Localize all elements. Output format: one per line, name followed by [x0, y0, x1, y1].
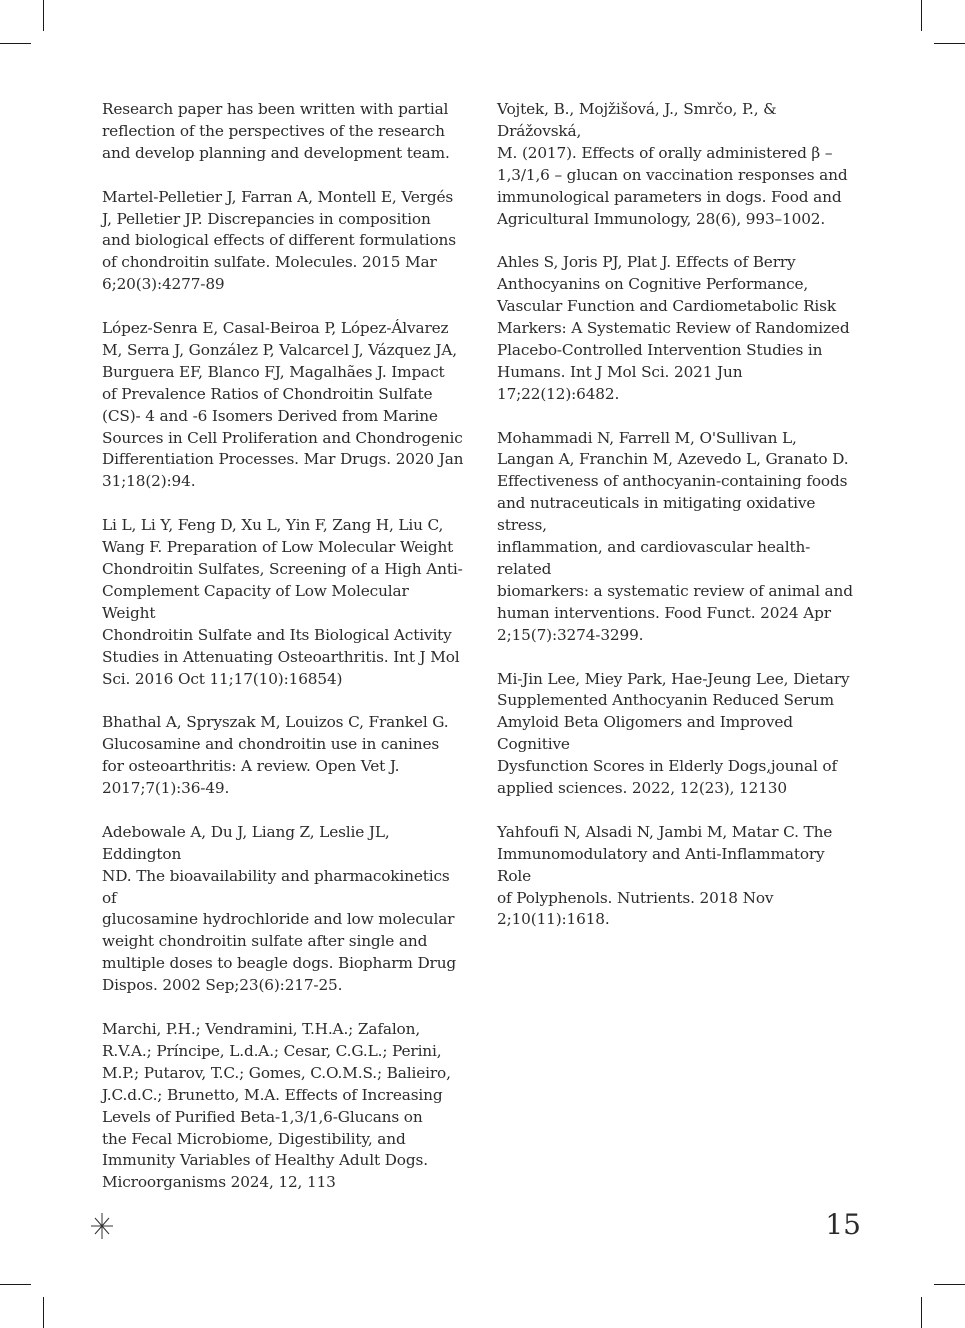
references-right-column: [497, 99, 859, 953]
sparkle-star-icon: [91, 1213, 113, 1239]
reference-entry: Ahles S, Joris PJ, Plat J. Effects of Berry Anthocyanins on Cognitive Performance, Vascular Function and Cardiometabolic Risk Markers: A Systematic Review of Randomized Placebo-Controlled Intervention Studies in Humans. Int J Mol Sci. 2021 Jun 17;22(12):6482.: [497, 253, 850, 403]
crop-mark-top-right-horizontal: [934, 43, 965, 44]
reference-entry: Martel-Pelletier J, Farran A, Montell E, Vergés J, Pelletier JP. Discrepancies in composition and biological effects of different formulations of chondroitin sulfate. Molecules. 2015 Mar 6;20(3):4277-89: [102, 187, 456, 294]
crop-mark-bottom-left-vertical: [43, 1297, 44, 1328]
crop-mark-bottom-right-horizontal: [934, 1284, 965, 1285]
reference-entry: Vojtek, B., Mojžišová, J., Smrčo, P., & Drážovská, M. (2017). Effects of orally administered β – 1,3/1,6 – glucan on vaccination responses and immunological parameters in dogs. Food and Agricultural Immunology, 28(6), 993–1002.: [497, 100, 848, 228]
crop-mark-bottom-right-vertical: [921, 1297, 922, 1328]
reference-entry: Adebowale A, Du J, Liang Z, Leslie JL, Eddington ND. The bioavailability and pharmacokinetics of glucosamine hydrochloride and low molecular weight chondroitin sulfate after single and multiple doses to beagle dogs. Biopharm Drug Dispos. 2002 Sep;23(6):217-25.: [102, 822, 457, 995]
references-left-column: [102, 99, 464, 1216]
reference-entry: Mi-Jin Lee, Miey Park, Hae-Jeung Lee, Dietary Supplemented Anthocyanin Reduced Serum Amyloid Beta Oligomers and Improved Cognitive Dysfunction Scores in Elderly Dogs,jounal of applied sciences. 2022, 12(23), 12130: [497, 669, 850, 798]
crop-mark-bottom-left-horizontal: [0, 1284, 31, 1285]
reference-entry: Li L, Li Y, Feng D, Xu L, Yin F, Zang H, Liu C, Wang F. Preparation of Low Molecular Weight Chondroitin Sulfates, Screening of a High Anti- Complement Capacity of Low Molecular Weight Chondroitin Sulfate and Its Biological Activity Studies in Attenuating Osteoarthritis. Int J Mol Sci. 2016 Oct 11;17(10):16854): [102, 516, 463, 688]
page-number: 15: [825, 1208, 861, 1241]
crop-mark-top-right-vertical: [921, 0, 922, 31]
crop-mark-top-left-vertical: [43, 0, 44, 31]
reference-entry: Bhathal A, Spryszak M, Louizos C, Frankel G. Glucosamine and chondroitin use in canines for osteoarthritis: A review. Open Vet J. 2017;7(1):36-49.: [102, 713, 449, 798]
reference-entry: López-Senra E, Casal-Beiroa P, López-Álvarez M, Serra J, González P, Valcarcel J, Vázquez JA, Burguera EF, Blanco FJ, Magalhães J. Impact of Prevalence Ratios of Chondroitin Sulfate (CS)- 4 and -6 Isomers Derived from Marine Sources in Cell Proliferation and Chondrogenic Differentiation Processes. Mar Drugs. 2020 Jan 31;18(2):94.: [102, 319, 464, 491]
reference-entry: Mohammadi N, Farrell M, O'Sullivan L, Langan A, Franchin M, Azevedo L, Granato D. Effectiveness of anthocyanin-containing foods and nutraceuticals in mitigating oxidative stress, inflammation, and cardiovascular health-related biomarkers: a systematic review of animal and human interventions. Food Funct. 2024 Apr 2;15(7):3274-3299.: [497, 428, 853, 644]
crop-mark-top-left-horizontal: [0, 43, 31, 44]
reference-entry: Research paper has been written with partial reflection of the perspectives of the research and develop planning and development team.: [102, 100, 450, 162]
reference-entry: Yahfoufi N, Alsadi N, Jambi M, Matar C. The Immunomodulatory and Anti-Inflammatory Role of Polyphenols. Nutrients. 2018 Nov 2;10(11):1618.: [497, 822, 833, 929]
reference-entry: Marchi, P.H.; Vendramini, T.H.A.; Zafalon, R.V.A.; Príncipe, L.d.A.; Cesar, C.G.L.; Perini, M.P.; Putarov, T.C.; Gomes, C.O.M.S.; Balieiro, J.C.d.C.; Brunetto, M.A. Effects of Increasing Levels of Purified Beta-1,3/1,6-Glucans on the Fecal Microbiome, Digestibility, and Immunity Variables of Healthy Adult Dogs. Microorganisms 2024, 12, 113: [102, 1019, 451, 1192]
